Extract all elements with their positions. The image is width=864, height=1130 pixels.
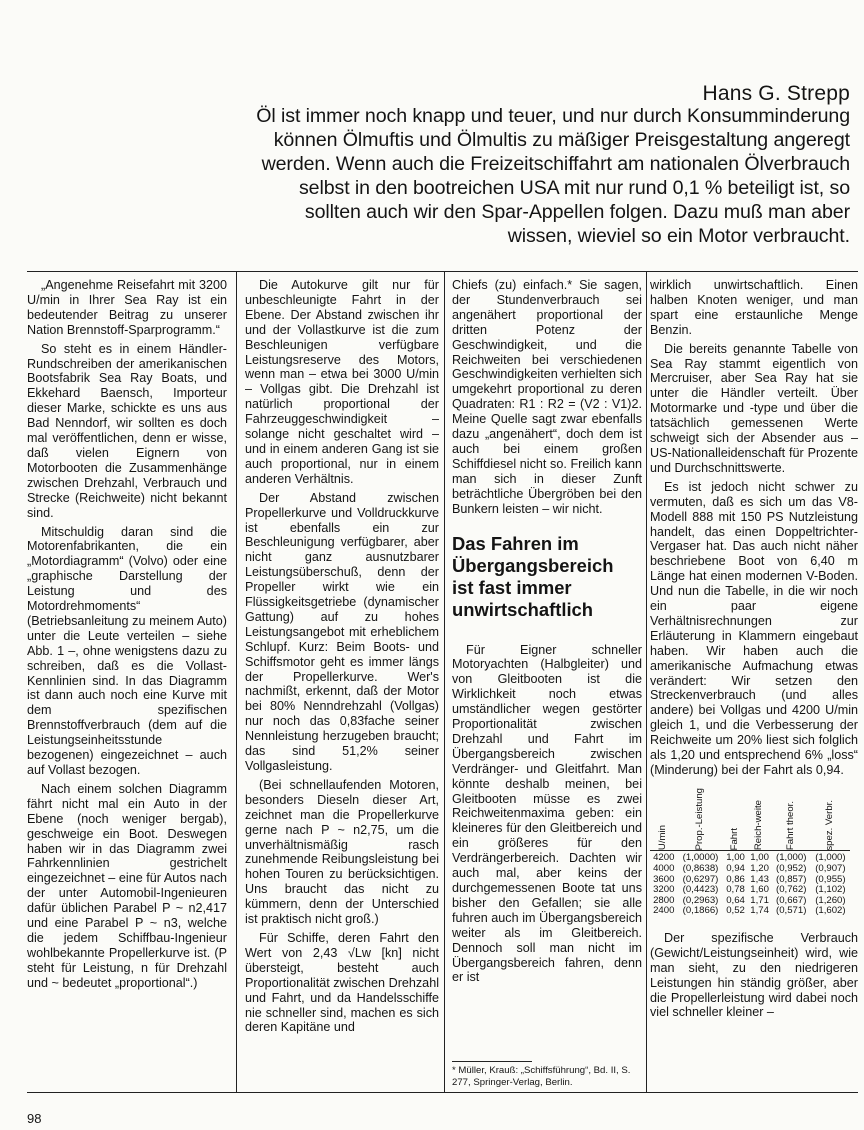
column-frame-bottom	[27, 1092, 858, 1093]
table-row: 2800 (0,2963) 0,64 1,71 (0,667) (1,260)	[653, 894, 846, 906]
page-number: 98	[27, 1111, 42, 1126]
footnote-rule	[452, 1061, 532, 1062]
table-row: 3200 (0,4423) 0,78 1,60 (0,762) (1,102)	[653, 884, 846, 896]
column-2	[245, 278, 439, 1090]
column-divider	[444, 271, 445, 1092]
body-paragraph: wirklich unwirtschaftlich. Einen halben Knoten weniger, und man spart eine erstaunliche Menge Benzin.	[650, 278, 858, 337]
column-3	[452, 278, 642, 1090]
table-header: U/min	[650, 788, 677, 851]
lead-line: selbst in den bootreichen USA mit nur rund 0,1 % beteiligt ist, so	[298, 177, 850, 199]
column-divider	[646, 271, 647, 1092]
body-paragraph: Die Autokurve gilt nur für unbeschleunigte Fahrt in der Ebene. Der Abstand zwischen ihr und der Vollastkurve ist die zum Beschleunigen verfügbare Leistungsreserve des Motors, wenn man – etwa bei 3000 U/min – Vollgas gibt. Die Drehzahl ist natürlich proportional der Fahrzeuggeschwindigkeit – solange nicht geschaltet wird – und in einem anderen Gang ist sie auch proportional, nur in einem anderen Verhältnis.	[245, 278, 439, 486]
author-name: Hans G. Strepp	[702, 82, 850, 105]
consumption-table	[650, 788, 850, 917]
body-paragraph: Der Abstand zwischen Propellerkurve und Volldruckkurve ist ebenfalls ein zur Beschleunigung verfügbarer, aber nicht ganz ausnutzbarer Leistungsüberschuß, denn der Propeller wirkt wie ein Flüssigkeitsgetriebe (dynamischer Gattung) auf zu hohes Leistungsangebot mit erheblichem Schlupf. Kurz: Beim Boots- und Schiffsmotor geht es immer längs der Propellerkurve. Wer's nachmißt, erkennt, daß der Motor bei 80% Nenndrehzahl (Vollgas) nur noch das 0,83fache seiner Nennleistung herzugeben braucht; das sind 51,2% seiner Vollgasleistung.	[245, 490, 439, 773]
body-paragraph: Nach einem solchen Diagramm fährt nicht mal ein Auto in der Ebene (noch weniger bergab), geschweige ein Boot. Deswegen haben wir in das Diagramm zwei Fahrkennlinien gestrichelt eingezeichnet – eine für Autos nach der unter Automobil-Ingenieuren dafür üblichen Parabel P ~ n2,417 und eine Parabel P ~ n3, welche die jedem Schiffbau-Ingenieur wohlbekannte Propellerkurve ist. (P steht für Leistung, n für Drehzahl und ~ bedeutet „proportional“.)	[27, 781, 227, 990]
table-row: 4200 (1,0000) 1,00 1,00 (1,000) (1,000)	[653, 852, 846, 864]
lead-line: Öl ist immer noch knapp und teuer, und nur durch Konsumminderung	[256, 105, 850, 127]
column-frame-top	[27, 271, 858, 272]
body-paragraph: (Bei schnellaufenden Motoren, besonders Dieseln dieser Art, zeichnet man die Propellerkurve gerne nach P ~ n2,75, um die unverhältnismäßig rasch zunehmende Reibungsleistung bei hohen Touren zu berücksichtigen. Uns braucht das nicht zu kümmern, denn der Unterschied ist praktisch nicht groß.)	[245, 777, 439, 927]
table-header-row	[650, 788, 850, 851]
footnote: * Müller, Krauß: „Schiffsführung“, Bd. II, S. 277, Springer-Verlag, Berlin.	[452, 1065, 631, 1088]
table-header: spez. Verbr.	[811, 788, 850, 851]
body-paragraph: Für Schiffe, deren Fahrt den Wert von 2,43 √Lw [kn] nicht übersteigt, besteht auch Proportionalität zwischen Drehzahl und Fahrt, und da Handelsschiffe nie schneller sind, machen es sich deren Kapitäne und	[245, 930, 439, 1035]
body-paragraph: Es ist jedoch nicht schwer zu vermuten, daß es sich um das V8-Modell 888 mit 150 PS Nutzleistung handelt, das einen Doppeltrichter-Vergaser hat. Das auch nicht näher beschriebene Boot von 6,40 m Länge hat einen modernen V-Boden. Und nun die Tabelle, in die wir noch ein paar eigene Verhältnisrechnungen zur Erläuterung in Klammern eingebaut haben. Wir haben auch die amerikanische Aufmachung etwas verändert: Wir setzen den Streckenverbrauch (und alles andere) bei Vollgas und 4200 U/min gleich 1, und die Verbesserung der Reichweite um 20% liest sich folglich als 1,20 und entsprechend 6% „loss“ (Minderung) bei der Fahrt als 0,94.	[650, 479, 858, 777]
lead-line: werden. Wenn auch die Freizeitschiffahrt am nationalen Ölverbrauch	[261, 153, 850, 175]
body-paragraph: „Angenehme Reisefahrt mit 3200 U/min in Ihrer Sea Ray ist ein bedeutender Beitrag zu unserer Nation Brennstoff-Sparprogramm.“	[27, 278, 227, 337]
lead-line: sollten auch wir den Spar-Appellen folgen. Dazu muß man aber	[304, 201, 850, 223]
subheading	[452, 533, 642, 621]
column-1	[27, 278, 227, 1090]
subheading-line: ist fast immer	[452, 576, 572, 598]
table-header: Reich-weite	[748, 788, 772, 851]
lead-line: können Ölmuftis und Ölmultis zu mäßiger Preisgestaltung angeregt	[273, 129, 850, 151]
subheading-line: Das Fahren im	[452, 532, 579, 554]
table-row: 2400 (0,1866) 0,52 1,74 (0,571) (1,602)	[653, 905, 846, 917]
subheading-line: Übergangsbereich	[452, 554, 614, 576]
body-paragraph: Mitschuldig daran sind die Motorenfabrikanten, die ein „Motordiagramm“ (Volvo) oder eine „graphische Darstellung der Leistung und des Motordrehmoments“ (Betriebsanleitung zu meinem Auto) unter die Leute verteilen – siehe Abb. 1 –, ohne wenigstens dazu zu schreiben, daß es die Vollast-Kennlinien sind. In das Diagramm ist dann auch noch eine Kurve mit dem spezifischen Brennstoffverbrauch (dem auf die Leistungseinheitsstunde bezogenen) eingezeichnet – auch auf Vollast bezogen.	[27, 524, 227, 777]
body-paragraph: Der spezifische Verbrauch (Gewicht/Leistungseinheit) wird, wie man sieht, zu den niedrigeren Leistungen hin ständig größer, aber die Propellerleistung wird dabei noch viel schneller kleiner –	[650, 930, 858, 1020]
table-row: 4000 (0,8638) 0,94 1,20 (0,952) (0,907)	[653, 862, 846, 874]
table-header: Fahrt	[724, 788, 748, 851]
column-divider	[236, 271, 237, 1092]
lead-line: wissen, wieviel so ein Motor verbraucht.	[507, 225, 850, 247]
table-row: 3600 (0,6297) 0,86 1,43 (0,857) (0,955)	[653, 873, 846, 885]
lead-paragraph	[150, 104, 850, 248]
column-4	[650, 278, 858, 1090]
body-paragraph: Für Eigner schneller Motoryachten (Halbgleiter) und von Gleitbooten ist die Wirklichkeit noch etwas umständlicher wegen gestörter Proportionalität zwischen Drehzahl und Fahrt im Übergangsbereich zwischen Verdränger- und Gleitfahrt. Man könnte deshalb meinen, bei Gleitbooten müsse es zwei Reichweitenmaxima geben: ein kleineres für den Gleitbereich und ein größeres für den Verdrängerbereich. Dachten wir auch mal, aber keins der durchgemessenen Boote tat uns bisher den Gefallen; sie alle fuhren auch im Übergangsbereich weiter als im Gleitbereich. Dennoch soll man nicht im Übergangsbereich fahren, denn er ist	[452, 642, 642, 985]
table-header: Prop.-Leistung	[677, 788, 723, 851]
body-paragraph: Die bereits genannte Tabelle von Sea Ray stammt eigentlich von Mercruiser, aber Sea Ray hat sie unter die Händler verteilt. Über Motormarke und -type und über die tatsächlich gemessenen Werte schweigt sich der Absender aus – US-Nationalleidenschaft für Prozente und Durchschnittswerte.	[650, 341, 858, 475]
body-paragraph: Chiefs (zu) einfach.* Sie sagen, der Stundenverbrauch sei angenähert proportional der dritten Potenz der Geschwindigkeit, und die Reichweiten bei verschiedenen Geschwindigkeiten verhielten sich umgekehrt proportional zu deren Quadraten: R1 : R2 = (V2 : V1)2. Meine Quelle sagt zwar ebenfalls dazu „angenähert“, doch dem ist auch bei einem großen Schiffdiesel nicht so. Freilich kann man sich in dieser Zunft beträchtliche Übergröben bei den Bunkern leisten – wir nicht.	[452, 278, 642, 516]
subheading-line: unwirtschaftlich	[452, 598, 594, 620]
table-header: Fahrt theor.	[772, 788, 811, 851]
body-paragraph: So steht es in einem Händler-Rundschreiben der amerikanischen Bootsfabrik Sea Ray Boats, und Ekkehard Baensch, Importeur dieser Marke, schickte es uns aus Bad Nenndorf, wir sollten es doch mal veröffentlichen, denn er wisse, daß vielen Eignern von Motorbooten die Zusammenhänge zwischen Drehzahl, Verbrauch und Strecke (Reichweite) nicht bekannt sind.	[27, 341, 227, 520]
